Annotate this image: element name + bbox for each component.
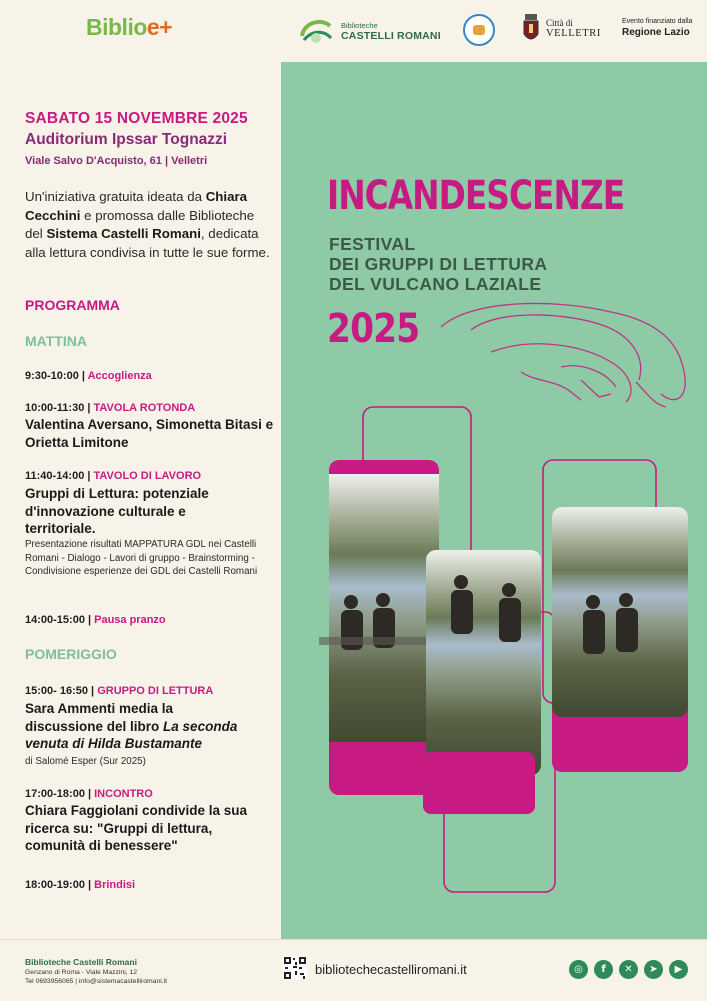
footer-address: Genzano di Roma - Viale Mazzini, 12 <box>25 969 138 976</box>
session-incontro-time: 17:00-18:00 | INCONTRO <box>25 788 153 800</box>
event-venue: Auditorium Ipssar Tognazzi <box>25 131 228 148</box>
session-gruppo-lettura-title: Sara Ammenti media la discussione del libro La seconda venuta di Hilda Bustamante <box>25 701 238 751</box>
qr-code-icon[interactable] <box>283 956 307 980</box>
session-tavola-rotonda-title: Valentina Aversano, Simonetta Bitasi e Orietta Limitone <box>25 417 274 450</box>
x-twitter-icon[interactable]: ✕ <box>619 960 638 979</box>
session-gruppo-lettura-time: 15:00- 16:50 | GRUPPO DI LETTURA <box>25 685 214 697</box>
citta-di-velletri-logo: Città di VELLETRI <box>546 18 601 39</box>
festival-year: 2025 <box>327 306 420 352</box>
photo-panel-right <box>552 507 688 772</box>
session-accoglienza-time: 9:30-10:00 | Accoglienza <box>25 370 152 382</box>
event-address: Viale Salvo D'Acquisto, 61 | Velletri <box>25 155 208 167</box>
castelli-swirl-icon <box>298 16 334 46</box>
intro-paragraph: Un'iniziativa gratuita ideata da Chiara Cecchini e promossa dalle Biblioteche del Sistema Castelli Romani, dedicata alla lettura condivisa in tutte le sue forme. <box>25 189 270 260</box>
footer-contact: Tel 0693956065 | info@sistemacastelliromani.it <box>25 978 168 985</box>
festival-artwork <box>281 62 707 939</box>
facebook-icon[interactable]: f <box>594 960 613 979</box>
session-tavolo-lavoro-desc: Presentazione risultati MAPPATURA GDL nei Castelli Romani - Dialogo - Lavori di gruppo - Brainstorming - Condivisione esperienze dei GDL dei Castelli Romani <box>25 539 258 577</box>
session-tavolo-lavoro-time: 11:40-14:00 | TAVOLO DI LAVORO <box>25 470 202 482</box>
castelli-romani-logo: Biblioteche CASTELLI ROMANI <box>298 16 448 46</box>
velletri-crest-icon <box>522 14 540 44</box>
session-pausa-pranzo-time: 14:00-15:00 | Pausa pranzo <box>25 614 166 626</box>
telegram-icon[interactable]: ➤ <box>644 960 663 979</box>
top-bar <box>0 0 707 62</box>
round-emblem-logo <box>463 14 495 46</box>
session-brindisi-time: 18:00-19:00 | Brindisi <box>25 879 136 891</box>
programma-heading: PROGRAMMA <box>25 297 120 313</box>
footer-website-link[interactable]: bibliotechecastelliromani.it <box>315 962 467 977</box>
session-incontro-title: Chiara Faggiolani condivide la sua ricerca su: "Gruppi di lettura, comunità di benessere" <box>25 803 248 853</box>
session-gruppo-lettura-desc: di Salomé Esper (Sur 2025) <box>25 756 146 767</box>
photo-panel-middle <box>426 550 541 775</box>
youtube-icon[interactable]: ▶ <box>669 960 688 979</box>
biblio-plus-logo: Biblioe+ <box>86 14 173 40</box>
volcano-outline-icon <box>441 303 685 407</box>
instagram-icon[interactable]: ◎ <box>569 960 588 979</box>
mattina-heading: MATTINA <box>25 333 87 349</box>
festival-panel <box>281 62 707 939</box>
festival-title: INCANDESCENZE <box>327 173 625 219</box>
footer-org: Biblioteche Castelli Romani <box>25 957 137 967</box>
pomeriggio-heading: POMERIGGIO <box>25 646 117 662</box>
session-tavola-rotonda-time: 10:00-11:30 | TAVOLA ROTONDA <box>25 402 196 414</box>
magenta-block <box>423 752 535 814</box>
regione-lazio-credit: Evento finanziato dalla Regione Lazio <box>622 18 693 38</box>
festival-subtitle: FESTIVAL DEI GRUPPI DI LETTURA DEL VULCANO LAZIALE <box>329 234 548 294</box>
session-tavolo-lavoro-title: Gruppi di Lettura: potenziale d'innovazione culturale e territoriale. <box>25 486 209 536</box>
event-date: SABATO 15 NOVEMBRE 2025 <box>25 110 248 127</box>
photo-panel-left <box>319 460 439 795</box>
